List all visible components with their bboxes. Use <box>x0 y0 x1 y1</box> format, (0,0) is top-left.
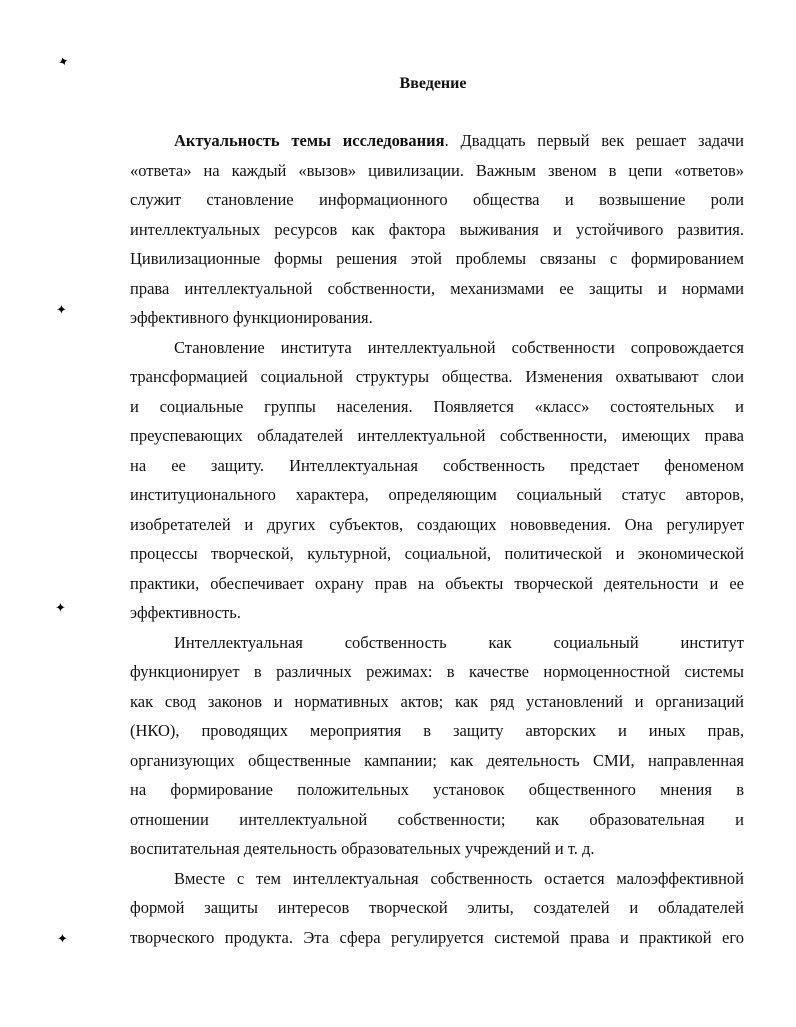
margin-mark: ✦ <box>55 600 66 615</box>
text-line: творческого продукта. Эта сфера регулируется системой права и практикой его <box>130 927 744 947</box>
text-line: Интеллектуальная собственность как социальный институт <box>174 632 744 652</box>
text-line: преуспевающих обладателей интеллектуальной собственности, имеющих права <box>130 426 744 445</box>
text-line: Цивилизационные формы решения этой проблемы связаны с формированием <box>130 249 744 268</box>
text-line: и социальные группы населения. Появляется «класс» состоятельных и <box>130 396 744 416</box>
text-line: практики, обеспечивает охрану прав на объекты творческой деятельности и ее <box>130 573 744 593</box>
text-line: трансформацией социальной структуры общества. Изменения охватывают слои <box>130 367 744 386</box>
text-run: . Двадцать первый век решает задачи <box>444 131 744 150</box>
text-line: интеллектуальных ресурсов как фактора выживания и устойчивого развития. <box>130 219 744 239</box>
text-line: процессы творческой, культурной, социальной, политической и экономической <box>130 544 744 563</box>
margin-mark: ✦ <box>56 302 67 317</box>
text-line: формой защиты интересов творческой элиты, создателей и обладателей <box>130 898 744 917</box>
text-line: «ответа» на каждый «вызов» цивилизации. Важным звеном в цепи «ответов» <box>130 160 744 180</box>
text-line: организующих общественные кампании; как деятельность СМИ, направленная <box>130 750 744 770</box>
section-lead: Актуальность темы исследования <box>174 131 445 150</box>
text-line: (НКО), проводящих мероприятия в защиту авторских и иных прав, <box>130 721 744 740</box>
text-line: на формирование положительных установок общественного мнения в <box>130 780 744 799</box>
margin-mark: ✦ <box>55 52 72 71</box>
margin-mark: ✦ <box>57 931 68 946</box>
paragraph <box>130 628 744 864</box>
text-line: эффективного функционирования. <box>130 308 373 327</box>
page-title: Введение <box>399 75 467 92</box>
text-line: как свод законов и нормативных актов; как ряд установлений и организаций <box>130 691 744 711</box>
text-line <box>130 126 744 156</box>
text-line: на ее защиту. Интеллектуальная собственность предстает феноменом <box>130 455 744 475</box>
text-line: Становление института интеллектуальной собственности сопровождается <box>174 337 744 357</box>
text-line: права интеллектуальной собственности, механизмами ее защиты и нормами <box>130 278 744 298</box>
text-line: функционирует в различных режимах: в качестве нормоценностной системы <box>130 662 744 681</box>
text-line: эффективность. <box>130 603 241 622</box>
text-line: институционального характера, определяющим социальный статус авторов, <box>130 485 744 504</box>
text-line: служит становление информационного общества и возвышение роли <box>130 190 744 209</box>
text-line: воспитательная деятельность образовательных учреждений и т. д. <box>130 839 595 858</box>
paragraph <box>130 126 744 333</box>
text-line: Вместе с тем интеллектуальная собственность остается малоэффективной <box>174 868 744 888</box>
text-line: изобретателей и других субъектов, создающих нововведения. Она регулирует <box>130 514 744 534</box>
paragraph <box>130 864 744 953</box>
text-line: отношении интеллектуальной собственности; как образовательная и <box>130 809 744 829</box>
document-body <box>130 126 744 952</box>
paragraph <box>130 333 744 628</box>
